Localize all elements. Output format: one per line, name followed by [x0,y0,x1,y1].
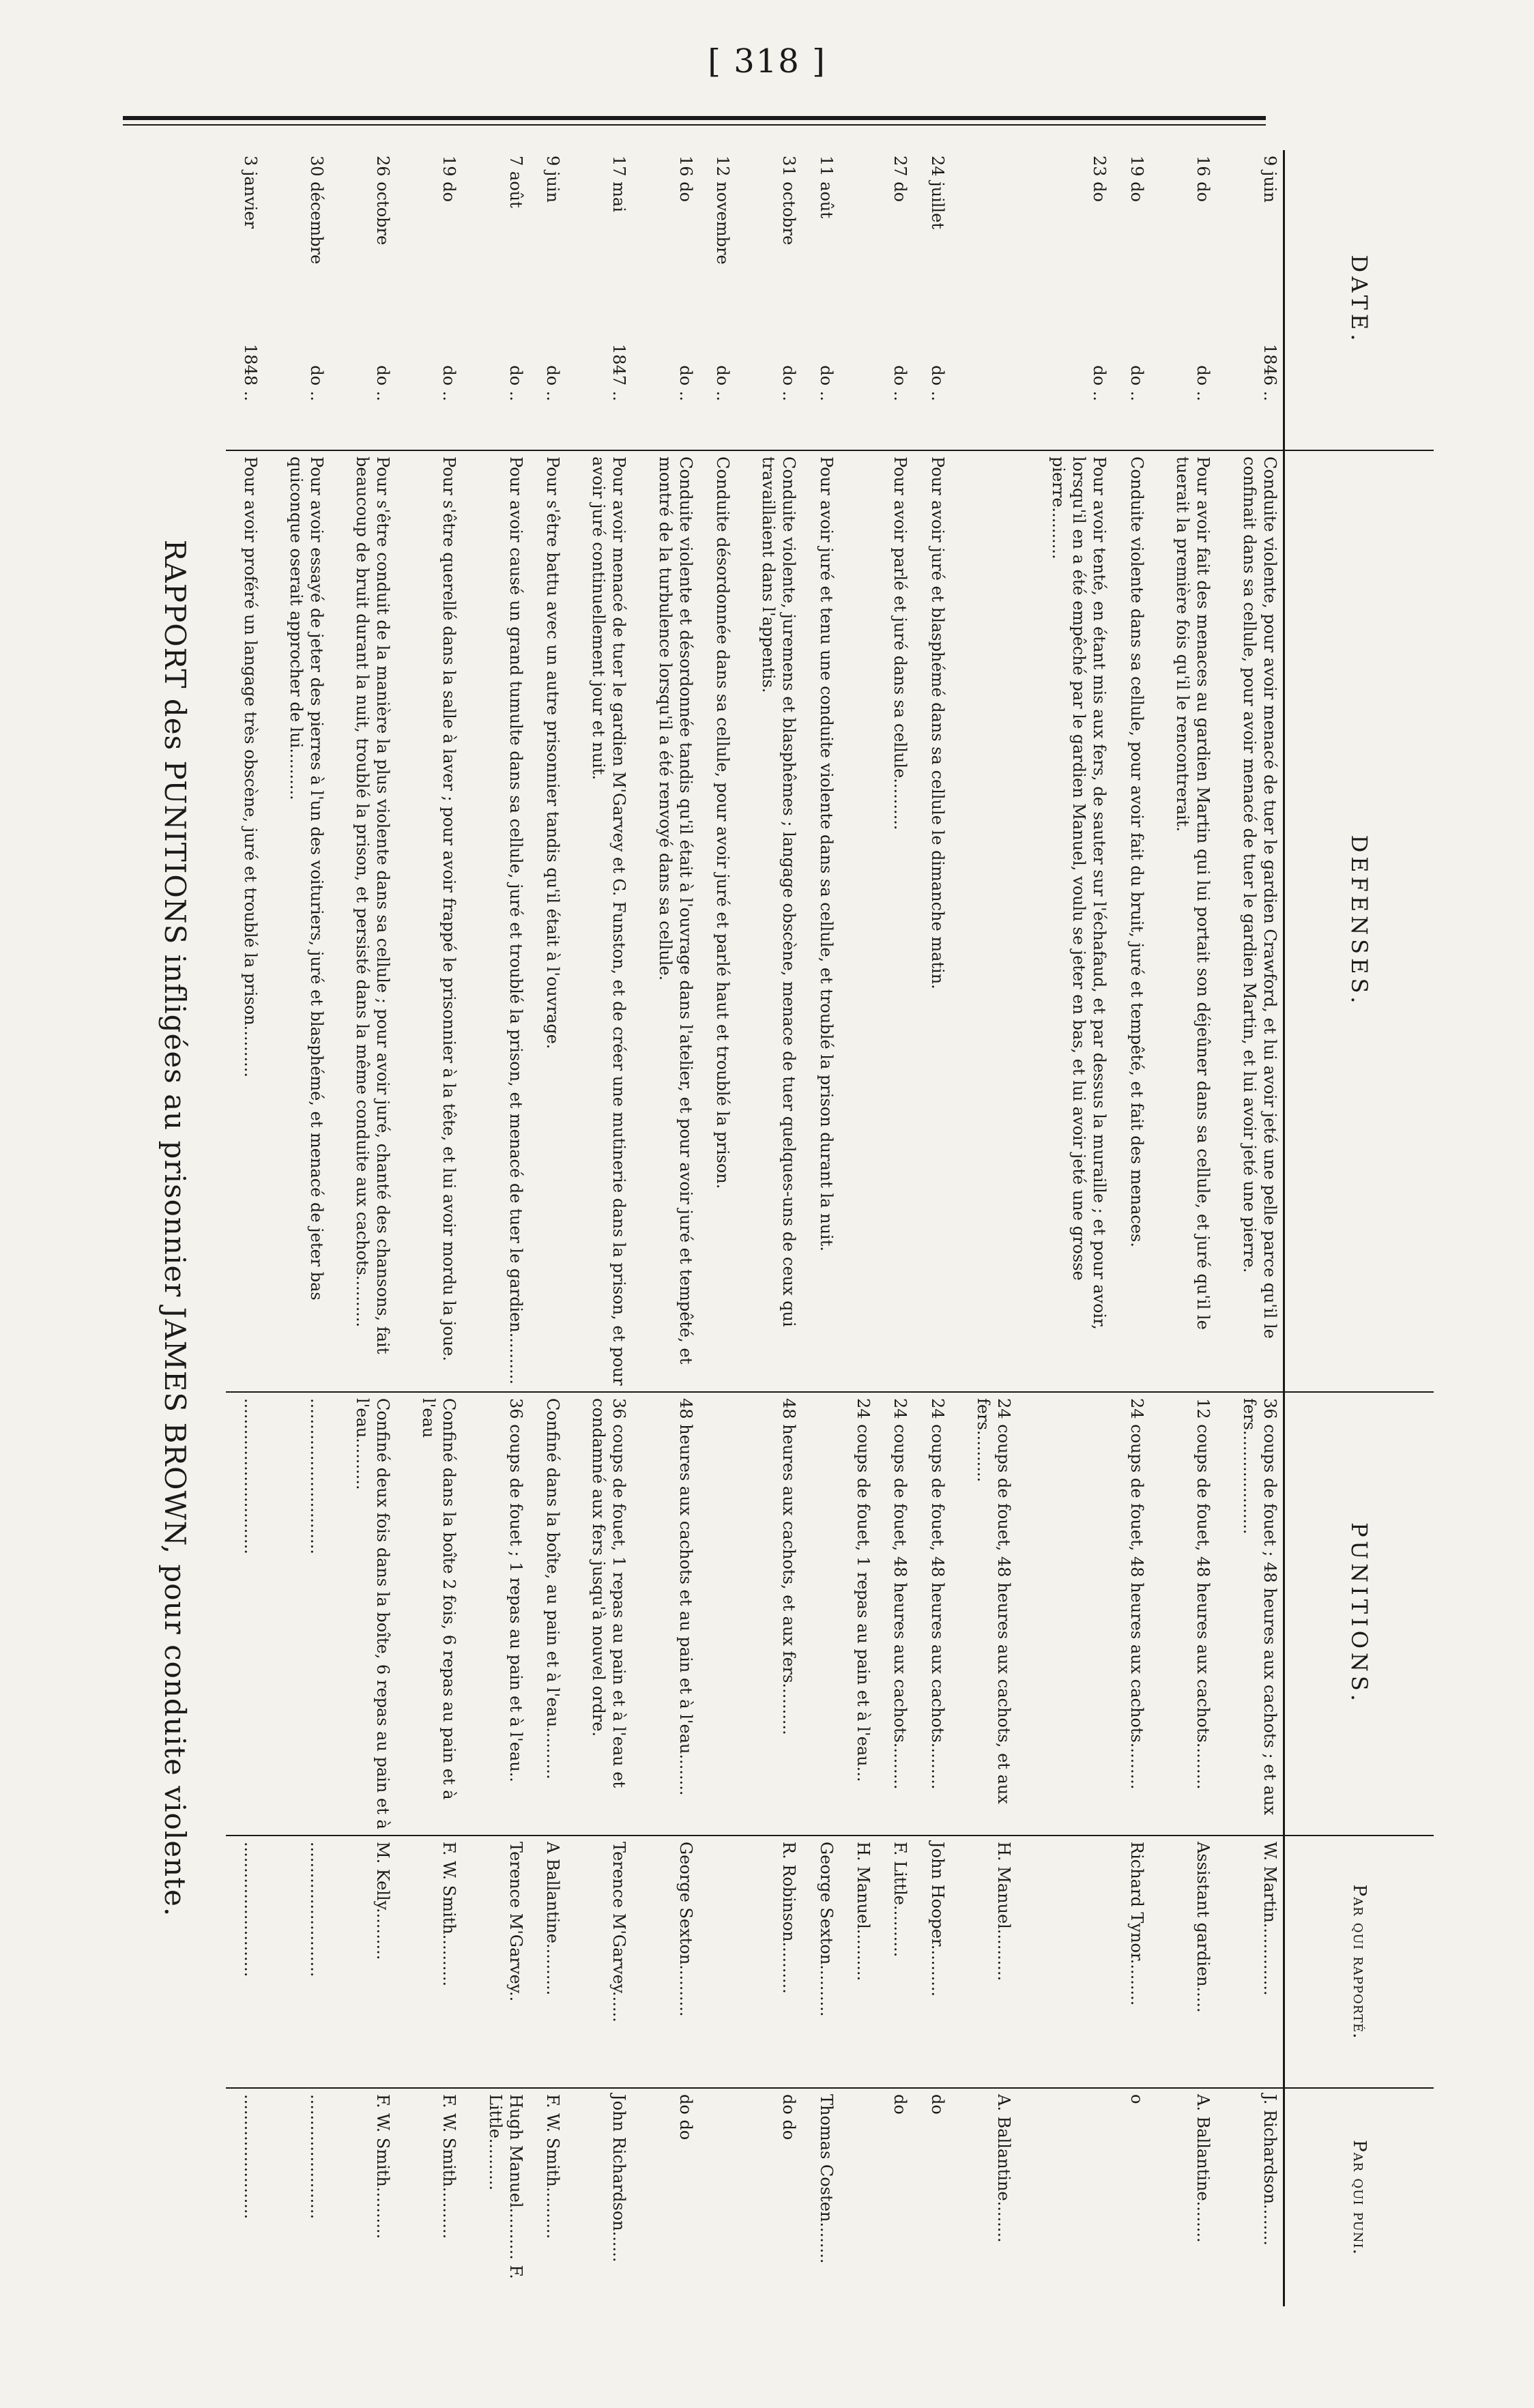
date-day: 11 août [816,156,836,219]
puni-cell: ........................ [263,2088,330,2306]
defense-cell: Pour avoir tenté, en étant mis aux fers, de sauter sur l'échafaud, et par dessus la muraille ; et pour avoir, lorsqu'il en a été empêché par le gardien Manuel, voulu se jeter en bas, et lui avoir jeté une grosse pierre.......... [1017,450,1112,1392]
date-cell [632,150,698,450]
date-day: 16 do [676,156,695,202]
puni-cell [839,2088,876,2306]
date-year: do .. [1090,365,1110,401]
rapporte-cell [699,1836,736,2088]
punition-cell: 36 coups de fouet ; 1 repas au pain et à l'eau.. [462,1392,528,1836]
puni-cell: do [913,2088,950,2306]
punition-cell: 24 coups de fouet, 1 repas au pain et à l'eau... [839,1392,876,1836]
date-day: 31 octobre [779,156,799,246]
date-day: 23 do [1090,156,1110,202]
date-year: do .. [543,365,563,401]
date-cell [529,150,566,450]
puni-cell: Hugh Manuel.......... F. Little.......... [462,2088,528,2306]
header-par-qui-puni: Par qui puni. [1284,2088,1434,2306]
table-header-row [1284,150,1434,2306]
punition-cell: 36 coups de fouet ; 48 heures aux cachots ; et aux fers.................... [1216,1392,1284,1836]
rapporte-cell: H. Manuel.......... [839,1836,876,2088]
date-cell [951,150,1017,450]
table-row [566,150,632,2306]
date-cell [1150,150,1216,450]
rapporte-cell: John Hooper.......... [913,1836,950,2088]
rapporte-cell: A Ballantine.......... [529,1836,566,2088]
punition-cell: 48 heures aux cachots, et aux fers.......... [736,1392,802,1836]
date-day: 16 do [1193,156,1213,202]
rapporte-cell: .......................... [226,1836,263,2088]
defense-cell: Pour avoir parlé et juré dans sa cellule.......... [876,450,913,1392]
date-cell [263,150,330,450]
rapporte-cell: George Sexton.......... [632,1836,698,2088]
date-day: 9 juin [1260,156,1279,203]
rapporte-cell: H. Manuel.......... [951,1836,1017,2088]
punition-cell: 36 coups de fouet, 1 repas au pain et à l'eau et condamné aux fers jusqu'à nouvel ordre. [566,1392,632,1836]
date-cell [1112,150,1149,450]
date-year: do .. [506,365,525,401]
date-cell [839,150,876,450]
table-row [1017,150,1112,2306]
table-row [632,150,698,2306]
puni-cell: ........................ [226,2088,263,2306]
puni-cell: F. W. Smith.......... [396,2088,462,2306]
rapporte-cell: W. Martin.............. [1216,1836,1284,2088]
date-year: do .. [1127,365,1146,401]
rapporte-cell: Assistant gardien..... [1150,1836,1216,2088]
date-cell [699,150,736,450]
header-punitions: PUNITIONS. [1284,1392,1434,1836]
date-year: do .. [891,365,910,401]
punition-cell: .............................. [263,1392,330,1836]
punition-cell: 24 coups de fouet, 48 heures aux cachots......... [876,1392,913,1836]
rapporte-cell: George Sexton.......... [802,1836,839,2088]
puni-cell: do do [736,2088,802,2306]
table-body [226,150,1284,2306]
puni-cell: John Richardson...... [566,2088,632,2306]
date-day: 24 juillet [927,156,947,229]
date-day: 3 janvier [240,156,260,229]
defense-cell: Pour avoir juré et tenu une conduite violente dans sa cellule, et troublé la prison durant la nuit. [802,450,839,1392]
rapporte-cell: .......................... [263,1836,330,2088]
puni-cell: do [876,2088,913,2306]
table-row [263,150,330,2306]
defense-cell: Pour avoir proféré un langage très obscène, juré et troublé la prison.......... [226,450,263,1392]
defense-cell: Conduite violente dans sa cellule, pour avoir fait du bruit, juré et tempêté, et fait des menaces. [1112,450,1149,1392]
header-date: DATE. [1284,150,1434,450]
date-day: 7 août [506,156,525,208]
rapporte-cell: M. Kelly.......... [330,1836,396,2088]
date-year: do .. [779,365,799,401]
punition-cell: 24 coups de fouet, 48 heures aux cachots, et aux fers.......... [951,1392,1017,1836]
punishment-report-table [226,150,1434,2306]
top-rule-thick [123,116,1266,120]
rotated-report-sheet [144,150,1434,2306]
punition-cell: Confiné dans la boîte 2 fois, 6 repas au pain et à l'eau [396,1392,462,1836]
puni-cell: A. Ballantine........ [951,2088,1017,2306]
date-year: do .. [439,365,459,401]
defense-cell: Pour avoir essayé de jeter des pierres à l'un des voituriers, juré et blasphémé, et menacé de jeter bas quiconque oserait approcher de lui.......... [263,450,330,1392]
defense-cell: Conduite violente, pour avoir menacé de tuer le gardien Crawford, et lui avoir jeté une pelle parce qu'il le confinait dans sa cellule, pour avoir menacé de tuer le gardien Martin, et lui avoir jeté une pierre. [1216,450,1284,1392]
date-cell [913,150,950,450]
date-cell [1216,150,1284,450]
puni-cell: Thomas Costen........ [802,2088,839,2306]
puni-cell: A. Ballantine........ [1150,2088,1216,2306]
date-year: do .. [713,365,733,401]
defense-cell: Pour avoir causé un grand tumulte dans sa cellule, juré et troublé la prison, et menacé de tuer le gardien.......... [462,450,528,1392]
date-cell [566,150,632,450]
date-year: 1847 .. [609,344,629,401]
date-cell [802,150,839,450]
date-day: 19 do [439,156,459,202]
date-day: 12 novembre [713,156,733,265]
date-cell [396,150,462,450]
punition-cell [699,1392,736,1836]
rapporte-cell: Terence M'Garvey.. [462,1836,528,2088]
punition-cell: Confiné deux fois dans la boîte, 6 repas au pain et à l'eau.......... [330,1392,396,1836]
table-row [802,150,839,2306]
table-row [736,150,802,2306]
date-day: 26 octobre [373,156,393,246]
table-row [1216,150,1284,2306]
puni-cell: F. W. Smith.......... [529,2088,566,2306]
table-row [1112,150,1149,2306]
table-row [699,150,736,2306]
table-row [876,150,913,2306]
rapporte-cell: Terence M'Garvey...... [566,1836,632,2088]
date-day: 30 décembre [306,156,326,265]
date-day: 27 do [891,156,910,202]
defense-cell: Conduite violente et désordonnée tandis qu'il était à l'ouvrage dans l'atelier, et pour avoir juré et tempêté, et montré de la turbulence lorsqu'il a été renvoyé dans sa cellule. [632,450,698,1392]
date-cell [736,150,802,450]
date-day: 17 mai [609,156,629,212]
punition-cell: Confiné dans la boîte, au pain et à l'eau.......... [529,1392,566,1836]
defense-cell: Conduite désordonnée dans sa cellule, pour avoir juré et parlé haut et troublé la prison. [699,450,736,1392]
header-defenses: DEFENSES. [1284,450,1434,1392]
date-cell [330,150,396,450]
date-cell [876,150,913,450]
defense-cell [839,450,876,1392]
punition-cell: 12 coups de fouet, 48 heures aux cachots......... [1150,1392,1216,1836]
date-year: 1848 .. [240,344,260,401]
table-row [396,150,462,2306]
table-row [226,150,263,2306]
table-row [913,150,950,2306]
punition-cell: .............................. [226,1392,263,1836]
puni-cell [1017,2088,1112,2306]
header-par-qui-rapporte: Par qui rapporté. [1284,1836,1434,2088]
punition-cell: 24 coups de fouet, 48 heures aux cachots......... [913,1392,950,1836]
rapporte-cell: Richard Tynor......... [1112,1836,1149,2088]
punition-cell [1017,1392,1112,1836]
defense-cell: Pour avoir fait des menaces au gardien Martin qui lui portait son déjeûner dans sa cellule, et juré qu'il le tuerait la première fois qu'il le rencontrerait. [1150,450,1216,1392]
defense-cell: Pour avoir menacé de tuer le gardien M'Garvey et G. Funston, et de créer une mutinerie dans la prison, et pour avoir juré continuellement jour et nuit. [566,450,632,1392]
rapporte-cell: F. W. Smith.......... [396,1836,462,2088]
top-rule-thin [123,124,1266,126]
table-row [839,150,876,2306]
date-day: 19 do [1127,156,1146,202]
table-row [951,150,1017,2306]
date-cell [226,150,263,450]
defense-cell: Pour avoir juré et blasphémé dans sa cellule le dimanche matin. [913,450,950,1392]
date-cell [462,150,528,450]
defense-cell [951,450,1017,1392]
punition-cell: 24 coups de fouet, 48 heures aux cachots......... [1112,1392,1149,1836]
punition-cell: 48 heures aux cachots et au pain et à l'eau........ [632,1392,698,1836]
table-row [529,150,566,2306]
table-row [330,150,396,2306]
puni-cell: J. Richardson........ [1216,2088,1284,2306]
date-year: do .. [373,365,393,401]
defense-cell: Conduite violente, juremens et blasphêmes ; langage obscène, menace de tuer quelques-uns de ceux qui travaillaient dans l'appentis. [736,450,802,1392]
page-number: [ 318 ] [708,42,826,81]
rapporte-cell [1017,1836,1112,2088]
punition-cell [802,1392,839,1836]
report-title: RAPPORT des PUNITIONS infligées au prisonnier JAMES BROWN, pour conduite violente. [158,539,192,1917]
table-row [462,150,528,2306]
defense-cell: Pour s'être querellé dans la salle à laver ; pour avoir frappé le prisonnier à la tête, et lui avoir mordu la joue. [396,450,462,1392]
rapporte-cell: F. Little.......... [876,1836,913,2088]
date-year: 1846 .. [1260,344,1279,401]
date-day: 9 juin [543,156,563,203]
date-year: do .. [306,365,326,401]
date-year: do .. [816,365,836,401]
date-year: do .. [927,365,947,401]
rapporte-cell: R. Robinson.......... [736,1836,802,2088]
table-row [1150,150,1216,2306]
date-cell [1017,150,1112,450]
puni-cell [699,2088,736,2306]
puni-cell: F. W. Smith.......... [330,2088,396,2306]
puni-cell: do do [632,2088,698,2306]
date-year: do .. [676,365,695,401]
puni-cell: o [1112,2088,1149,2306]
defense-cell: Pour s'être conduit de la manière la plus violente dans sa cellule ; pour avoir juré, chanté des chansons, fait beaucoup de bruit durant la nuit, troublé la prison, et persisté dans la même conduite aux cachots.......... [330,450,396,1392]
defense-cell: Pour s'être battu avec un autre prisonnier tandis qu'il était à l'ouvrage. [529,450,566,1392]
date-year: do .. [1193,365,1213,401]
